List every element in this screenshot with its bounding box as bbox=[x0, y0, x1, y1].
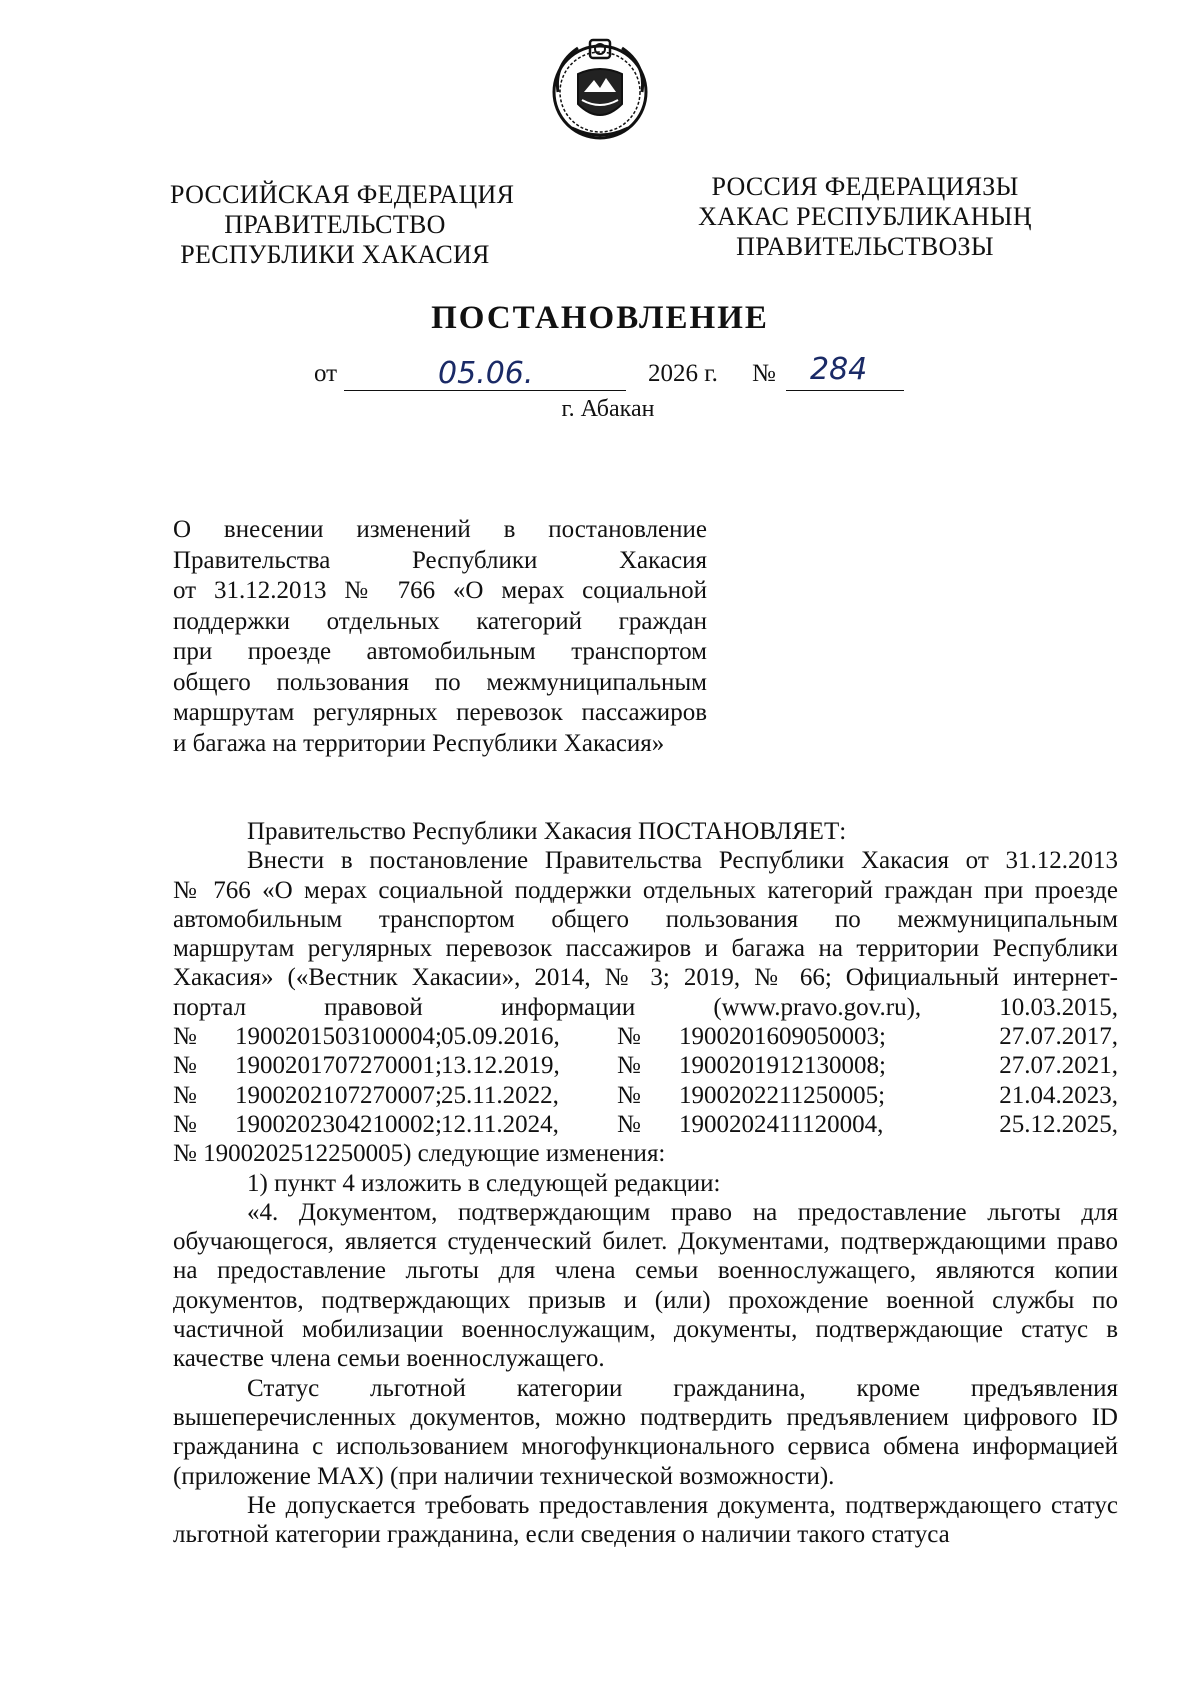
registry-cell: 21.04.2023, bbox=[999, 1081, 1118, 1109]
item-1: 1) пункт 4 изложить в следующей редакции: bbox=[247, 1169, 721, 1197]
registry-row bbox=[173, 1081, 1118, 1110]
registry-cell: 1900202304210002; bbox=[235, 1110, 442, 1138]
subject-line: поддержки отдельных категорий граждан bbox=[173, 607, 707, 635]
registry-cell: 1900201609050003; bbox=[679, 1023, 886, 1051]
city-label: г. Абакан bbox=[561, 396, 655, 422]
handwritten-date: 05.06. bbox=[438, 356, 534, 391]
registry-end: № 1900202512250005) следующие изменения: bbox=[173, 1140, 666, 1168]
handwritten-number: 284 bbox=[810, 352, 868, 387]
coat-of-arms-icon bbox=[548, 34, 652, 142]
header-ru-line: ПРАВИТЕЛЬСТВО bbox=[224, 210, 446, 239]
registry-cell: 27.07.2017, bbox=[999, 1023, 1118, 1051]
subject-line: О внесении изменений в постановление bbox=[173, 516, 707, 543]
subject-line: и багажа на территории Республики Хакасия» bbox=[173, 729, 665, 757]
portal-line bbox=[173, 993, 1118, 1022]
portal-url: (www.pravo.gov.ru), bbox=[713, 993, 922, 1021]
registry-cell: 1900202107270007; bbox=[235, 1081, 442, 1109]
registry-row bbox=[173, 1110, 1118, 1139]
registry-cell: № bbox=[173, 1081, 197, 1109]
registry-cell: № bbox=[617, 1110, 641, 1138]
paragraph-4: «4. Документом, подтверждающим право на предоставление льготы для обучающегося, является студенческий билет. Документами, подтверждающими право на предоставление льготы для члена семьи военнослужащего, являются копии документов, подтверждающих призыв и (или) прохождение военной службы по частичной мобилизации военнослужащим, документы, подтверждающие статус в качестве члена семьи военнослужащего. bbox=[173, 1198, 1118, 1373]
registry-cell: 25.11.2022, bbox=[441, 1081, 559, 1109]
date-prefix: от bbox=[314, 360, 338, 387]
registry-cell: 1900202211250005; bbox=[679, 1081, 886, 1109]
subject-line: маршрутам регулярных перевозок пассажиров bbox=[173, 699, 707, 726]
document-title: ПОСТАНОВЛЕНИЕ bbox=[431, 300, 769, 336]
registry-cell: 12.11.2024, bbox=[441, 1110, 559, 1138]
paragraph-status: Статус льготной категории гражданина, кроме предъявления вышеперечисленных документов, можно подтвердить предъявлением цифрового ID гражданина с использованием многофункционального сервиса обмена информацией (приложение MAX) (при наличии технической возможности). bbox=[173, 1374, 1118, 1490]
registry-cell: 1900201912130008; bbox=[679, 1052, 886, 1080]
registry-row bbox=[173, 1022, 1118, 1051]
portal-word: портал bbox=[173, 993, 247, 1021]
paragraph-last: Не допускается требовать предоставления документа, подтверждающего статус льготной категории гражданина, если сведения о наличии такого статуса bbox=[173, 1491, 1118, 1549]
portal-date: 10.03.2015, bbox=[999, 993, 1118, 1021]
registry-cell: 1900202411120004, bbox=[679, 1110, 884, 1138]
registry-cell: 1900201503100004; bbox=[235, 1023, 442, 1051]
header-kh-line: РОССИЯ ФЕДЕРАЦИЯЗЫ bbox=[711, 172, 1019, 201]
registry-cell: 1900201707270001; bbox=[235, 1052, 442, 1080]
document-body bbox=[173, 817, 1118, 1549]
intro-line: Хакасия» («Вестник Хакасии», 2014, № 3; 2019, № 66; Официальный интернет- bbox=[173, 964, 1118, 992]
resolves-line: Правительство Республики Хакасия ПОСТАНОВЛЯЕТ: bbox=[247, 818, 847, 845]
intro-line: маршрутам регулярных перевозок пассажиров и багажа на территории Республики bbox=[173, 935, 1118, 963]
subject-line: общего пользования по межмуниципальным bbox=[173, 668, 707, 696]
portal-word: информации bbox=[500, 993, 636, 1021]
intro-line: Внести в постановление Правительства Республики Хакасия от 31.12.2013 bbox=[247, 847, 1118, 875]
registry-cell: № bbox=[173, 1023, 197, 1051]
header-russian bbox=[170, 180, 515, 270]
registry-cell: 25.12.2025, bbox=[999, 1110, 1118, 1138]
registry-cell: № bbox=[173, 1052, 197, 1080]
intro-line: № 766 «О мерах социальной поддержки отдельных категорий граждан при проезде bbox=[173, 876, 1118, 904]
number-underline bbox=[786, 390, 904, 391]
year-label: 2026 г. bbox=[648, 360, 718, 387]
header-kh-line: ПРАВИТЕЛЬСТВОЗЫ bbox=[736, 232, 994, 261]
subject-line: Правительства Республики Хакасия bbox=[173, 546, 707, 574]
header-khakas bbox=[690, 172, 1040, 262]
header-ru-line: РЕСПУБЛИКИ ХАКАСИЯ bbox=[180, 240, 490, 269]
registry-cell: 27.07.2021, bbox=[999, 1052, 1118, 1080]
subject-line: от 31.12.2013 № 766 «О мерах социальной bbox=[173, 577, 707, 604]
number-sign: № bbox=[752, 360, 776, 387]
header-kh-line: ХАКАС РЕСПУБЛИКАНЫҢ bbox=[698, 202, 1032, 231]
subject-line: при проезде автомобильным транспортом bbox=[173, 638, 707, 665]
registry-cell: 13.12.2019, bbox=[441, 1052, 560, 1080]
header-ru-line: РОССИЙСКАЯ ФЕДЕРАЦИЯ bbox=[170, 180, 515, 209]
registry-cell: 05.09.2016, bbox=[441, 1023, 560, 1051]
registry-cell: № bbox=[173, 1110, 197, 1138]
registry-cell: № bbox=[617, 1052, 641, 1080]
portal-word: правовой bbox=[324, 993, 423, 1021]
registry-cell: № bbox=[617, 1023, 641, 1051]
intro-line: автомобильным транспортом общего пользования по межмуниципальным bbox=[173, 905, 1118, 933]
registry-row bbox=[173, 1051, 1118, 1080]
document-subject bbox=[173, 515, 707, 759]
registry-cell: № bbox=[617, 1081, 641, 1109]
